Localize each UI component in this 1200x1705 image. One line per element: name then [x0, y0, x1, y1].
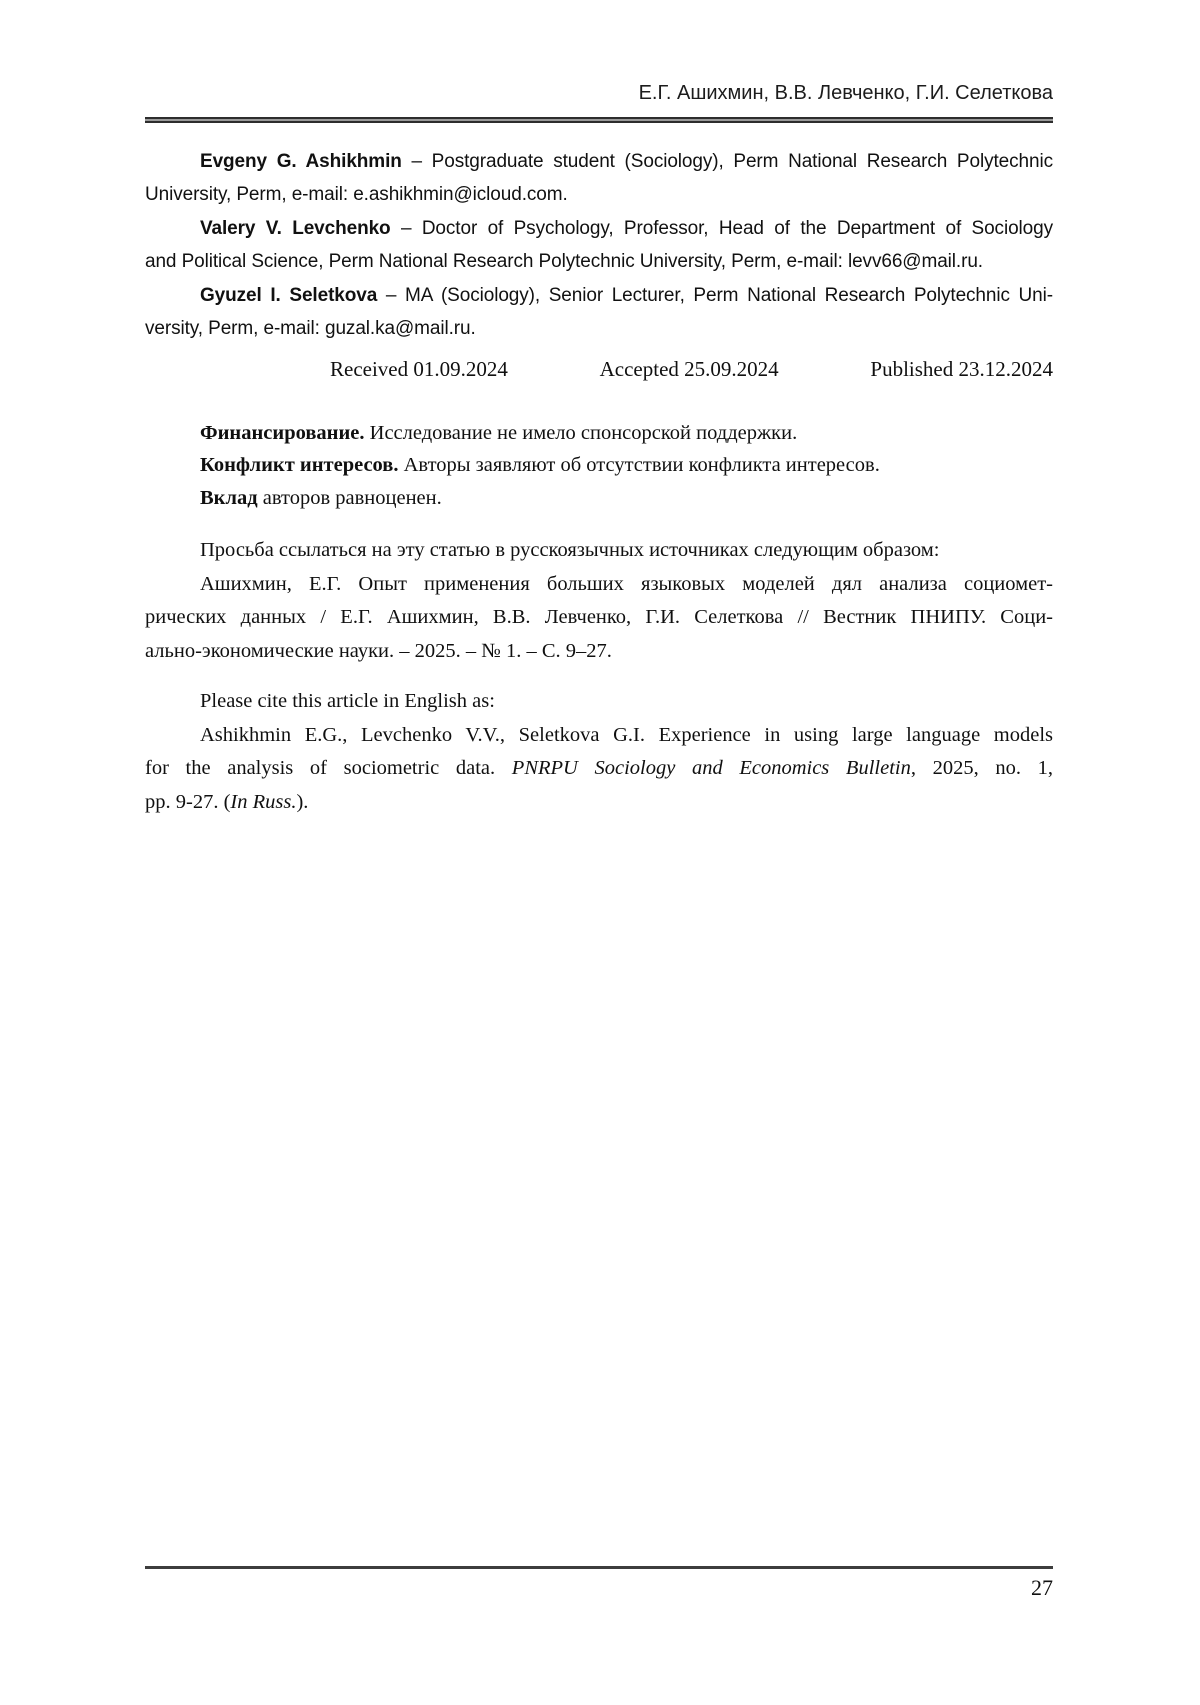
journal-title-italic: PNRPU Sociology and Economics Bulletin: [511, 757, 911, 780]
author-line: [145, 279, 1053, 312]
citation-ru-line: ально-экономические науки. – 2025. – № 1. – С. 9–27.: [145, 639, 612, 662]
page-content: [145, 0, 1053, 819]
citation-en-text: ).: [296, 790, 309, 813]
author-line: University, Perm, e-mail: e.ashikhmin@icloud.com.: [145, 184, 568, 206]
header-double-rule: [145, 117, 1053, 123]
citation-ru-line: рических данных / Е.Г. Ашихмин, В.В. Левченко, Г.И. Селеткова // Вестник ПНИПУ. Соци-: [145, 606, 1053, 629]
statement-text: Авторы заявляют об отсутствии конфликта интересов.: [398, 454, 880, 477]
citation-en-line: Ashikhmin E.G., Levchenko V.V., Seletkova G.I. Experience in using large language models: [200, 723, 1053, 746]
author-details: – Postgraduate student (Sociology), Perm National Research Polytechnic: [401, 151, 1053, 172]
funding-statement: [145, 417, 1053, 450]
article-dates-row: [145, 353, 1053, 386]
conflict-statement: [145, 449, 1053, 482]
citation-en-intro: Please cite this article in English as:: [200, 690, 495, 713]
footer-rule: [145, 1566, 1053, 1569]
citation-en-line: [145, 786, 1053, 820]
author-details: – MA (Sociology), Senior Lecturer, Perm National Research Polytechnic Uni-: [377, 284, 1053, 306]
citation-english-block: [145, 685, 1053, 819]
statement-lead: Конфликт интересов.: [200, 454, 399, 477]
author-affiliations-block: [145, 145, 1053, 345]
author-line: versity, Perm, e-mail: guzal.ka@mail.ru.: [145, 318, 476, 340]
author-details: – Doctor of Psychology, Professor, Head of the Department of Sociology: [390, 217, 1054, 239]
statement-text: авторов равноценен.: [257, 486, 442, 509]
accepted-date: Accepted 25.09.2024: [599, 357, 779, 382]
statement-text: Исследование не имело спонсорской поддержки.: [364, 421, 798, 444]
author-line: and Political Science, Perm National Research Polytechnic University, Perm, e-mail: levv66@mail.ru.: [145, 251, 983, 273]
published-date: Published 23.12.2024: [870, 357, 1053, 382]
page-number: 27: [1031, 1575, 1053, 1600]
author-line: [145, 212, 1053, 245]
citation-en-text: , 2025, no. 1,: [910, 757, 1054, 780]
author-name: Evgeny G. Ashikhmin: [200, 151, 402, 172]
citation-ru-intro: Просьба ссылаться на эту статью в русскоязычных источниках следующим образом:: [200, 539, 940, 562]
statement-lead: Финансирование.: [200, 421, 365, 444]
citation-en-text: pp. 9-27. (: [145, 790, 231, 813]
statement-lead: Вклад: [200, 486, 258, 509]
received-date: Received 01.09.2024: [330, 357, 508, 382]
in-russ-italic: In Russ.: [230, 790, 297, 813]
citation-en-text: for the analysis of sociometric data.: [145, 757, 512, 780]
contribution-statement: [145, 482, 1053, 515]
statements-block: [145, 417, 1053, 515]
running-head-authors: Е.Г. Ашихмин, В.В. Левченко, Г.И. Селеткова: [638, 82, 1053, 104]
author-name: Gyuzel I. Seletkova: [200, 284, 378, 306]
author-name: Valery V. Levchenko: [200, 217, 391, 239]
citation-russian-block: [145, 534, 1053, 668]
citation-en-line: [145, 752, 1053, 786]
citation-ru-line: Ашихмин, Е.Г. Опыт применения больших языковых моделей дял анализа социомет-: [200, 572, 1053, 595]
author-line: [145, 145, 1053, 178]
